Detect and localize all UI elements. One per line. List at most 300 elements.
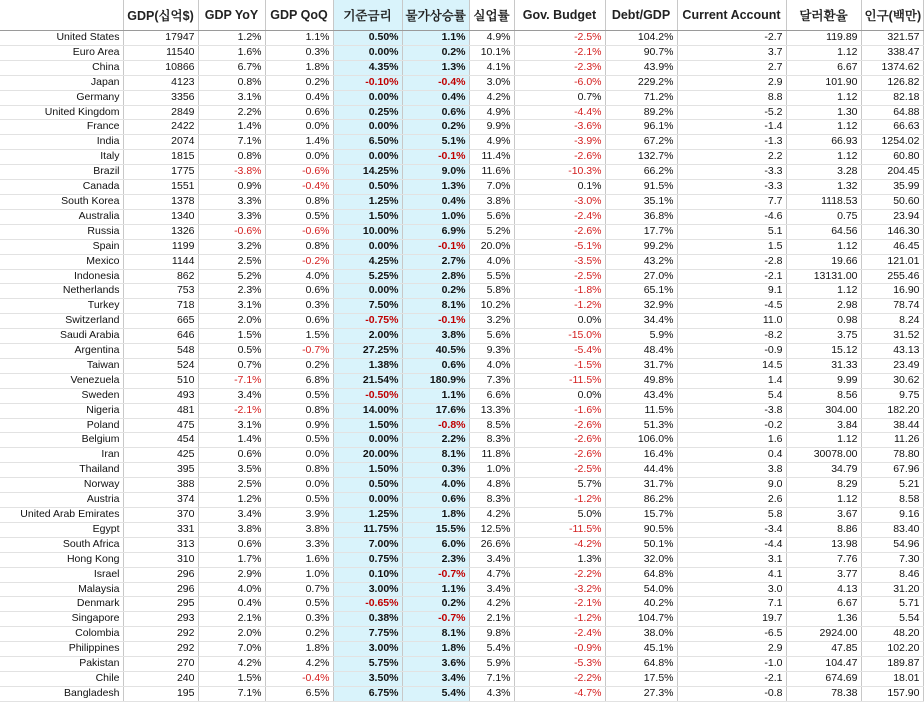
value-cell[interactable]: 475	[123, 418, 198, 433]
value-cell[interactable]: 104.7%	[605, 612, 677, 627]
value-cell[interactable]: 370	[123, 508, 198, 523]
country-cell[interactable]: United Arab Emirates	[0, 508, 123, 523]
value-cell[interactable]: -1.0	[677, 657, 786, 672]
value-cell[interactable]: 31.7%	[605, 478, 677, 493]
value-cell[interactable]: 255.46	[861, 269, 923, 284]
value-cell[interactable]: 5.9%	[469, 657, 514, 672]
value-cell[interactable]: 0.10%	[333, 567, 402, 582]
value-cell[interactable]: 13131.00	[786, 269, 861, 284]
value-cell[interactable]: 15.7%	[605, 508, 677, 523]
value-cell[interactable]: 11.6%	[469, 165, 514, 180]
value-cell[interactable]: 0.75%	[333, 552, 402, 567]
value-cell[interactable]: -2.2%	[514, 671, 605, 686]
value-cell[interactable]: 66.93	[786, 135, 861, 150]
value-cell[interactable]: 2.8%	[402, 269, 469, 284]
value-cell[interactable]: 3.2%	[198, 239, 265, 254]
value-cell[interactable]: 15.5%	[402, 522, 469, 537]
value-cell[interactable]: -2.1	[677, 671, 786, 686]
value-cell[interactable]: -3.5%	[514, 254, 605, 269]
value-cell[interactable]: 64.56	[786, 224, 861, 239]
value-cell[interactable]: 3.3%	[265, 537, 333, 552]
value-cell[interactable]: 31.7%	[605, 358, 677, 373]
column-header[interactable]: GDP YoY	[198, 0, 265, 31]
value-cell[interactable]: 665	[123, 314, 198, 329]
value-cell[interactable]: 2.98	[786, 299, 861, 314]
value-cell[interactable]: 0.4	[677, 448, 786, 463]
value-cell[interactable]: 11.0	[677, 314, 786, 329]
value-cell[interactable]: 1.38%	[333, 358, 402, 373]
value-cell[interactable]: 8.8	[677, 90, 786, 105]
value-cell[interactable]: 338.47	[861, 45, 923, 60]
value-cell[interactable]: 27.25%	[333, 344, 402, 359]
value-cell[interactable]: 1.6	[677, 433, 786, 448]
value-cell[interactable]: -5.3%	[514, 657, 605, 672]
value-cell[interactable]: 2074	[123, 135, 198, 150]
value-cell[interactable]: 146.30	[861, 224, 923, 239]
value-cell[interactable]: 4.0%	[469, 358, 514, 373]
value-cell[interactable]: 9.75	[861, 388, 923, 403]
value-cell[interactable]: 2.3%	[198, 284, 265, 299]
value-cell[interactable]: 0.6%	[198, 537, 265, 552]
value-cell[interactable]: 4.1	[677, 567, 786, 582]
value-cell[interactable]: 9.1	[677, 284, 786, 299]
value-cell[interactable]: -0.1%	[402, 239, 469, 254]
value-cell[interactable]: 7.76	[786, 552, 861, 567]
value-cell[interactable]: -0.8%	[402, 418, 469, 433]
value-cell[interactable]: 106.0%	[605, 433, 677, 448]
value-cell[interactable]: 3.8%	[198, 522, 265, 537]
value-cell[interactable]: 60.80	[861, 150, 923, 165]
value-cell[interactable]: 2.6	[677, 493, 786, 508]
value-cell[interactable]: -2.4%	[514, 627, 605, 642]
value-cell[interactable]: 83.40	[861, 522, 923, 537]
value-cell[interactable]: 0.8%	[265, 239, 333, 254]
country-cell[interactable]: Canada	[0, 180, 123, 195]
value-cell[interactable]: 1551	[123, 180, 198, 195]
value-cell[interactable]: 295	[123, 597, 198, 612]
country-cell[interactable]: Netherlands	[0, 284, 123, 299]
value-cell[interactable]: 14.5	[677, 358, 786, 373]
value-cell[interactable]: 6.75%	[333, 686, 402, 701]
value-cell[interactable]: 0.2%	[265, 75, 333, 90]
value-cell[interactable]: 5.71	[861, 597, 923, 612]
value-cell[interactable]: 1.0%	[265, 567, 333, 582]
value-cell[interactable]: -3.3	[677, 165, 786, 180]
country-cell[interactable]: Austria	[0, 493, 123, 508]
country-cell[interactable]: Malaysia	[0, 582, 123, 597]
value-cell[interactable]: 7.00%	[333, 537, 402, 552]
value-cell[interactable]: 3.4%	[469, 552, 514, 567]
value-cell[interactable]: 64.8%	[605, 567, 677, 582]
value-cell[interactable]: -2.4%	[514, 209, 605, 224]
value-cell[interactable]: 30078.00	[786, 448, 861, 463]
value-cell[interactable]: 27.0%	[605, 269, 677, 284]
value-cell[interactable]: -4.5	[677, 299, 786, 314]
value-cell[interactable]: 1.12	[786, 90, 861, 105]
value-cell[interactable]: 321.57	[861, 31, 923, 46]
value-cell[interactable]: 11.75%	[333, 522, 402, 537]
value-cell[interactable]: 6.5%	[265, 686, 333, 701]
value-cell[interactable]: 3.1%	[198, 418, 265, 433]
value-cell[interactable]: 11.5%	[605, 403, 677, 418]
value-cell[interactable]: 4.2%	[469, 597, 514, 612]
value-cell[interactable]: 5.1	[677, 224, 786, 239]
value-cell[interactable]: 304.00	[786, 403, 861, 418]
value-cell[interactable]: 102.20	[861, 642, 923, 657]
value-cell[interactable]: 0.5%	[265, 493, 333, 508]
value-cell[interactable]: 14.00%	[333, 403, 402, 418]
value-cell[interactable]: 3.4%	[198, 508, 265, 523]
value-cell[interactable]: -0.4%	[265, 180, 333, 195]
value-cell[interactable]: 54.0%	[605, 582, 677, 597]
value-cell[interactable]: 293	[123, 612, 198, 627]
value-cell[interactable]: -0.9	[677, 344, 786, 359]
column-header[interactable]: Debt/GDP	[605, 0, 677, 31]
value-cell[interactable]: 195	[123, 686, 198, 701]
column-header[interactable]: 달러환율	[786, 0, 861, 31]
country-cell[interactable]: Belgium	[0, 433, 123, 448]
value-cell[interactable]: 2.00%	[333, 329, 402, 344]
value-cell[interactable]: 1.5%	[265, 329, 333, 344]
country-cell[interactable]: South Korea	[0, 194, 123, 209]
value-cell[interactable]: 2.7	[677, 60, 786, 75]
value-cell[interactable]: 40.2%	[605, 597, 677, 612]
value-cell[interactable]: 182.20	[861, 403, 923, 418]
value-cell[interactable]: -2.1%	[514, 45, 605, 60]
value-cell[interactable]: 3.28	[786, 165, 861, 180]
value-cell[interactable]: 8.1%	[402, 299, 469, 314]
value-cell[interactable]: -3.3	[677, 180, 786, 195]
value-cell[interactable]: 7.50%	[333, 299, 402, 314]
value-cell[interactable]: -5.4%	[514, 344, 605, 359]
value-cell[interactable]: -3.6%	[514, 120, 605, 135]
value-cell[interactable]: 0.38%	[333, 612, 402, 627]
value-cell[interactable]: 3.3%	[198, 194, 265, 209]
value-cell[interactable]: 31.20	[861, 582, 923, 597]
value-cell[interactable]: 49.8%	[605, 373, 677, 388]
value-cell[interactable]: 0.9%	[198, 180, 265, 195]
value-cell[interactable]: 1.8%	[265, 642, 333, 657]
value-cell[interactable]: 0.0%	[265, 448, 333, 463]
value-cell[interactable]: 0.1%	[514, 180, 605, 195]
value-cell[interactable]: 104.2%	[605, 31, 677, 46]
value-cell[interactable]: 3.3%	[198, 209, 265, 224]
value-cell[interactable]: 18.01	[861, 671, 923, 686]
country-cell[interactable]: Iran	[0, 448, 123, 463]
value-cell[interactable]: 3.0%	[469, 75, 514, 90]
value-cell[interactable]: 11540	[123, 45, 198, 60]
value-cell[interactable]: 4.9%	[469, 135, 514, 150]
value-cell[interactable]: 21.54%	[333, 373, 402, 388]
value-cell[interactable]: 1.12	[786, 493, 861, 508]
value-cell[interactable]: 1378	[123, 194, 198, 209]
value-cell[interactable]: 1.36	[786, 612, 861, 627]
country-cell[interactable]: Hong Kong	[0, 552, 123, 567]
value-cell[interactable]: 71.2%	[605, 90, 677, 105]
value-cell[interactable]: 67.96	[861, 463, 923, 478]
value-cell[interactable]: 481	[123, 403, 198, 418]
value-cell[interactable]: 5.6%	[469, 329, 514, 344]
value-cell[interactable]: 425	[123, 448, 198, 463]
value-cell[interactable]: -2.6%	[514, 150, 605, 165]
value-cell[interactable]: 48.20	[861, 627, 923, 642]
country-cell[interactable]: Chile	[0, 671, 123, 686]
value-cell[interactable]: 1.50%	[333, 418, 402, 433]
value-cell[interactable]: 78.38	[786, 686, 861, 701]
value-cell[interactable]: 44.4%	[605, 463, 677, 478]
value-cell[interactable]: 3356	[123, 90, 198, 105]
value-cell[interactable]: 0.8%	[198, 150, 265, 165]
value-cell[interactable]: 90.5%	[605, 522, 677, 537]
value-cell[interactable]: 0.3%	[265, 299, 333, 314]
value-cell[interactable]: 89.2%	[605, 105, 677, 120]
value-cell[interactable]: -10.3%	[514, 165, 605, 180]
value-cell[interactable]: 0.9%	[265, 418, 333, 433]
value-cell[interactable]: 8.56	[786, 388, 861, 403]
value-cell[interactable]: 5.1%	[402, 135, 469, 150]
value-cell[interactable]: -11.5%	[514, 373, 605, 388]
value-cell[interactable]: 20.00%	[333, 448, 402, 463]
value-cell[interactable]: 78.80	[861, 448, 923, 463]
value-cell[interactable]: 36.8%	[605, 209, 677, 224]
country-cell[interactable]: Norway	[0, 478, 123, 493]
value-cell[interactable]: 3.8%	[469, 194, 514, 209]
country-cell[interactable]: Egypt	[0, 522, 123, 537]
value-cell[interactable]: 0.0%	[265, 478, 333, 493]
value-cell[interactable]: 8.86	[786, 522, 861, 537]
value-cell[interactable]: 4.0%	[402, 478, 469, 493]
value-cell[interactable]: -4.4	[677, 537, 786, 552]
value-cell[interactable]: 66.2%	[605, 165, 677, 180]
value-cell[interactable]: 646	[123, 329, 198, 344]
value-cell[interactable]: -0.4%	[402, 75, 469, 90]
value-cell[interactable]: 50.1%	[605, 537, 677, 552]
value-cell[interactable]: -5.1%	[514, 239, 605, 254]
value-cell[interactable]: -0.1%	[402, 150, 469, 165]
value-cell[interactable]: 2.1%	[469, 612, 514, 627]
value-cell[interactable]: -2.1%	[198, 403, 265, 418]
value-cell[interactable]: 0.00%	[333, 45, 402, 60]
value-cell[interactable]: 9.3%	[469, 344, 514, 359]
value-cell[interactable]: 14.25%	[333, 165, 402, 180]
value-cell[interactable]: 4.25%	[333, 254, 402, 269]
value-cell[interactable]: -3.8%	[198, 165, 265, 180]
value-cell[interactable]: 1340	[123, 209, 198, 224]
value-cell[interactable]: 66.63	[861, 120, 923, 135]
value-cell[interactable]: 2.0%	[198, 314, 265, 329]
value-cell[interactable]: 7.1	[677, 597, 786, 612]
value-cell[interactable]: 1.4%	[265, 135, 333, 150]
value-cell[interactable]: -0.6%	[265, 165, 333, 180]
value-cell[interactable]: 3.77	[786, 567, 861, 582]
value-cell[interactable]: 0.00%	[333, 90, 402, 105]
country-cell[interactable]: United Kingdom	[0, 105, 123, 120]
value-cell[interactable]: 10.00%	[333, 224, 402, 239]
value-cell[interactable]: 45.1%	[605, 642, 677, 657]
value-cell[interactable]: 1.4	[677, 373, 786, 388]
value-cell[interactable]: 119.89	[786, 31, 861, 46]
value-cell[interactable]: 1.8%	[265, 60, 333, 75]
value-cell[interactable]: -0.8	[677, 686, 786, 701]
value-cell[interactable]: 4.0%	[198, 582, 265, 597]
header-corner[interactable]	[0, 0, 123, 31]
value-cell[interactable]: 0.8%	[265, 463, 333, 478]
value-cell[interactable]: 9.8%	[469, 627, 514, 642]
value-cell[interactable]: -0.7%	[402, 612, 469, 627]
country-cell[interactable]: Australia	[0, 209, 123, 224]
value-cell[interactable]: 3.4%	[469, 582, 514, 597]
value-cell[interactable]: -0.4%	[265, 671, 333, 686]
value-cell[interactable]: 6.0%	[402, 537, 469, 552]
value-cell[interactable]: 34.4%	[605, 314, 677, 329]
value-cell[interactable]: -0.6%	[198, 224, 265, 239]
value-cell[interactable]: 0.5%	[265, 597, 333, 612]
value-cell[interactable]: -0.75%	[333, 314, 402, 329]
value-cell[interactable]: 5.8%	[469, 284, 514, 299]
value-cell[interactable]: 6.67	[786, 60, 861, 75]
country-cell[interactable]: Italy	[0, 150, 123, 165]
value-cell[interactable]: 1118.53	[786, 194, 861, 209]
value-cell[interactable]: 0.2%	[265, 358, 333, 373]
value-cell[interactable]: 1.8%	[402, 508, 469, 523]
value-cell[interactable]: 5.4%	[469, 642, 514, 657]
value-cell[interactable]: 0.8%	[265, 403, 333, 418]
value-cell[interactable]: -2.8	[677, 254, 786, 269]
value-cell[interactable]: 1.30	[786, 105, 861, 120]
value-cell[interactable]: 1.5%	[198, 671, 265, 686]
value-cell[interactable]: 1.5%	[198, 329, 265, 344]
value-cell[interactable]: 3.9%	[265, 508, 333, 523]
value-cell[interactable]: 20.0%	[469, 239, 514, 254]
value-cell[interactable]: -1.3	[677, 135, 786, 150]
value-cell[interactable]: 34.79	[786, 463, 861, 478]
value-cell[interactable]: 65.1%	[605, 284, 677, 299]
value-cell[interactable]: 67.2%	[605, 135, 677, 150]
value-cell[interactable]: 2.2	[677, 150, 786, 165]
value-cell[interactable]: 4.2%	[198, 657, 265, 672]
value-cell[interactable]: 0.7%	[514, 90, 605, 105]
country-cell[interactable]: India	[0, 135, 123, 150]
value-cell[interactable]: 1.7%	[198, 552, 265, 567]
value-cell[interactable]: 4.2%	[469, 90, 514, 105]
value-cell[interactable]: 3.8%	[265, 522, 333, 537]
value-cell[interactable]: -6.0%	[514, 75, 605, 90]
value-cell[interactable]: 0.5%	[198, 344, 265, 359]
value-cell[interactable]: 38.44	[861, 418, 923, 433]
value-cell[interactable]: 7.75%	[333, 627, 402, 642]
value-cell[interactable]: 7.0%	[469, 180, 514, 195]
value-cell[interactable]: 524	[123, 358, 198, 373]
value-cell[interactable]: 3.2%	[469, 314, 514, 329]
value-cell[interactable]: 0.00%	[333, 120, 402, 135]
value-cell[interactable]: 2.9	[677, 642, 786, 657]
value-cell[interactable]: 121.01	[861, 254, 923, 269]
value-cell[interactable]: 0.0%	[514, 388, 605, 403]
column-header[interactable]: 인구(백만)	[861, 0, 923, 31]
value-cell[interactable]: 50.60	[861, 194, 923, 209]
value-cell[interactable]: 0.98	[786, 314, 861, 329]
value-cell[interactable]: 292	[123, 642, 198, 657]
country-cell[interactable]: Japan	[0, 75, 123, 90]
value-cell[interactable]: -2.5%	[514, 463, 605, 478]
country-cell[interactable]: Taiwan	[0, 358, 123, 373]
value-cell[interactable]: 2924.00	[786, 627, 861, 642]
value-cell[interactable]: 0.4%	[402, 194, 469, 209]
value-cell[interactable]: 8.24	[861, 314, 923, 329]
value-cell[interactable]: 5.5%	[469, 269, 514, 284]
value-cell[interactable]: 11.8%	[469, 448, 514, 463]
value-cell[interactable]: 0.0%	[514, 314, 605, 329]
value-cell[interactable]: 2.2%	[198, 105, 265, 120]
value-cell[interactable]: 4.35%	[333, 60, 402, 75]
value-cell[interactable]: 374	[123, 493, 198, 508]
value-cell[interactable]: 1.6%	[198, 45, 265, 60]
value-cell[interactable]: 2.0%	[198, 627, 265, 642]
country-cell[interactable]: Venezuela	[0, 373, 123, 388]
value-cell[interactable]: 3.6%	[402, 657, 469, 672]
value-cell[interactable]: 11.4%	[469, 150, 514, 165]
value-cell[interactable]: 47.85	[786, 642, 861, 657]
value-cell[interactable]: 0.8%	[265, 194, 333, 209]
value-cell[interactable]: 86.2%	[605, 493, 677, 508]
value-cell[interactable]: 46.45	[861, 239, 923, 254]
column-header[interactable]: 실업률	[469, 0, 514, 31]
value-cell[interactable]: 7.1%	[198, 135, 265, 150]
value-cell[interactable]: -4.7%	[514, 686, 605, 701]
value-cell[interactable]: 0.3%	[265, 612, 333, 627]
value-cell[interactable]: 10.2%	[469, 299, 514, 314]
value-cell[interactable]: 4.2%	[265, 657, 333, 672]
value-cell[interactable]: 1.0%	[469, 463, 514, 478]
value-cell[interactable]: 1.1%	[402, 388, 469, 403]
value-cell[interactable]: 0.25%	[333, 105, 402, 120]
value-cell[interactable]: 8.1%	[402, 627, 469, 642]
value-cell[interactable]: 0.2%	[402, 45, 469, 60]
value-cell[interactable]: 1.8%	[402, 642, 469, 657]
country-cell[interactable]: Philippines	[0, 642, 123, 657]
value-cell[interactable]: 9.0	[677, 478, 786, 493]
value-cell[interactable]: 64.8%	[605, 657, 677, 672]
value-cell[interactable]: -2.5%	[514, 269, 605, 284]
country-cell[interactable]: Turkey	[0, 299, 123, 314]
value-cell[interactable]: 0.50%	[333, 180, 402, 195]
value-cell[interactable]: 4.9%	[469, 105, 514, 120]
value-cell[interactable]: 0.6%	[198, 448, 265, 463]
value-cell[interactable]: 229.2%	[605, 75, 677, 90]
country-cell[interactable]: Saudi Arabia	[0, 329, 123, 344]
value-cell[interactable]: 2.9%	[198, 567, 265, 582]
value-cell[interactable]: 64.88	[861, 105, 923, 120]
value-cell[interactable]: 78.74	[861, 299, 923, 314]
country-cell[interactable]: China	[0, 60, 123, 75]
value-cell[interactable]: 31.33	[786, 358, 861, 373]
value-cell[interactable]: 3.7	[677, 45, 786, 60]
value-cell[interactable]: 8.46	[861, 567, 923, 582]
value-cell[interactable]: 32.9%	[605, 299, 677, 314]
value-cell[interactable]: 1.12	[786, 150, 861, 165]
country-cell[interactable]: Germany	[0, 90, 123, 105]
value-cell[interactable]: 0.5%	[265, 209, 333, 224]
value-cell[interactable]: -2.6%	[514, 418, 605, 433]
country-cell[interactable]: Pakistan	[0, 657, 123, 672]
value-cell[interactable]: 5.2%	[198, 269, 265, 284]
value-cell[interactable]: 0.6%	[402, 493, 469, 508]
value-cell[interactable]: -4.2%	[514, 537, 605, 552]
value-cell[interactable]: 13.98	[786, 537, 861, 552]
value-cell[interactable]: 6.6%	[469, 388, 514, 403]
value-cell[interactable]: 8.1%	[402, 448, 469, 463]
value-cell[interactable]: 292	[123, 627, 198, 642]
